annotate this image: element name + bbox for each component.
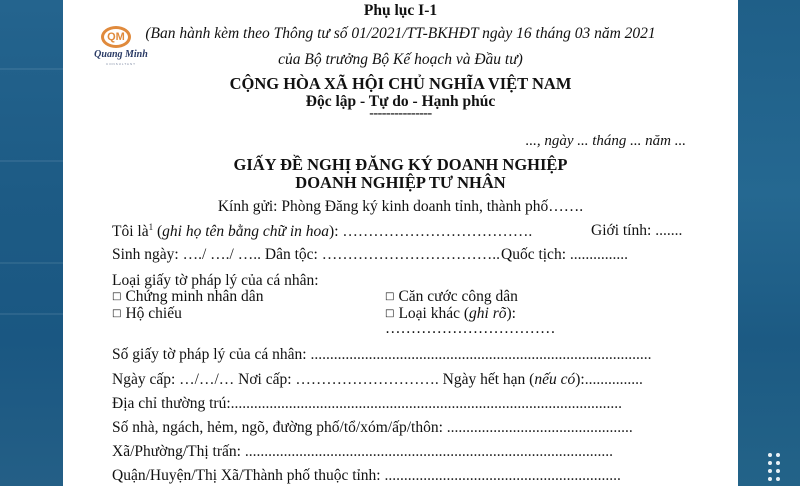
id-type-label: Loại giấy tờ pháp lý của cá nhân: <box>112 272 319 289</box>
district-blank[interactable]: ............................................................. <box>380 467 621 484</box>
district-label: Quận/Huyện/Thị Xã/Thành phố thuộc tỉnh: <box>112 467 381 484</box>
issued-note-line2: của Bộ trưởng Bộ Kế hoạch và Đầu tư) <box>278 51 523 68</box>
issue-date-blank[interactable]: …/…/… <box>175 371 235 388</box>
background-decoration <box>0 313 63 315</box>
street-label: Số nhà, ngách, hẻm, ngõ, đường phố/tổ/xóm/ấp/thôn: <box>112 419 443 436</box>
permanent-address-row <box>112 395 622 413</box>
issue-date-label: Ngày cấp: <box>112 371 176 388</box>
right-background-panel <box>738 0 800 486</box>
expiry-blank[interactable]: ............... <box>584 371 643 388</box>
header-divider: --------------- <box>369 106 432 121</box>
background-decoration <box>0 68 63 70</box>
checkbox-icon[interactable]: □ <box>385 291 395 302</box>
ethnicity-blank[interactable]: …………………………….. <box>317 246 500 263</box>
street-blank[interactable]: ................................................ <box>442 419 633 436</box>
background-decoration <box>0 160 63 162</box>
birthdate-blank[interactable]: …./ …./ ….. <box>178 246 261 263</box>
id-number-row <box>112 346 651 364</box>
option-citizen-id[interactable]: □ Căn cước công dân <box>385 288 518 305</box>
footnote-marker: 1 <box>148 222 154 232</box>
name-field-row: Tôi $là^1$ (ghi họ tên bằng chữ in hoa): ………………………………. <box>112 222 533 241</box>
issue-row: Ngày cấp: …/…/… Nơi cấp: ………………………. Ngày hết hạn (nếu có):............... <box>112 371 643 388</box>
checkbox-icon[interactable]: □ <box>112 308 122 319</box>
checkbox-icon[interactable]: □ <box>112 291 122 302</box>
id-number-label: Số giấy tờ pháp lý của cá nhân: <box>112 346 307 363</box>
logo-name: Quang Minh <box>94 49 148 60</box>
option-passport[interactable]: □ Hộ chiếu <box>112 305 182 322</box>
name-hint: ghi họ tên bằng chữ in hoa <box>162 223 330 241</box>
gender-blank[interactable]: ....... <box>651 222 683 239</box>
permanent-address-label: Địa chỉ thường trú: <box>112 395 231 412</box>
nation-title: CỘNG HÒA XÃ HỘI CHỦ NGHĨA VIỆT NAM <box>229 74 572 93</box>
logo-mark-icon: QM <box>101 26 131 48</box>
form-title: GIẤY ĐỀ NGHỊ ĐĂNG KÝ DOANH NGHIỆP <box>233 155 568 174</box>
name-blank[interactable]: ………………………………. <box>342 223 533 241</box>
birthdate-label: Sinh ngày: <box>112 246 179 263</box>
option-identity-card[interactable]: □ Chứng minh nhân dân <box>112 288 264 305</box>
district-row <box>112 467 621 485</box>
document-page <box>63 0 738 486</box>
form-subtitle: DOANH NGHIỆP TƯ NHÂN <box>295 173 506 192</box>
issue-place-blank[interactable]: ………………………. <box>291 371 439 388</box>
date-line: ..., ngày ... tháng ... năm ... <box>525 133 686 149</box>
nationality-label: Quốc tịch: <box>501 246 566 263</box>
checkbox-icon[interactable]: □ <box>385 308 395 319</box>
gender-field <box>591 222 682 240</box>
addressee-line: Kính gửi: Phòng Đăng ký kinh doanh tỉnh, thành phố……. <box>217 198 584 215</box>
background-decoration <box>0 262 63 264</box>
issued-note-line1: (Ban hành kèm theo Thông tư số 01/2021/TT-BKHĐT ngày 16 tháng 03 năm 2021 <box>145 25 656 42</box>
name-label: Tôi là <box>112 223 149 241</box>
id-number-blank[interactable]: ........................................................................................ <box>306 346 652 363</box>
birth-field-row <box>112 246 500 264</box>
appendix-heading: Phụ lục I-1 <box>363 2 438 19</box>
issue-place-label: Nơi cấp: <box>234 371 292 388</box>
ward-blank[interactable]: ............................................................................................... <box>240 443 613 460</box>
gender-label: Giới tính: <box>591 222 652 239</box>
national-motto: Độc lập - Tự do - Hạnh phúc <box>305 93 496 110</box>
permanent-address-blank[interactable]: ..................................................................................................... <box>230 395 622 412</box>
other-id-blank[interactable]: …………………………… <box>385 320 556 337</box>
ethnicity-label: Dân tộc: <box>261 246 318 263</box>
nationality-blank[interactable]: ............... <box>566 246 628 263</box>
ward-row <box>112 443 613 461</box>
option-other[interactable]: □ Loại khác (ghi rõ): <box>385 305 516 322</box>
expiry-label: Ngày hết hạn ( <box>438 371 535 388</box>
logo-subtitle: CONSULTANT <box>106 62 136 66</box>
nationality-field <box>501 246 628 264</box>
left-background-panel <box>0 0 63 486</box>
street-row <box>112 419 633 437</box>
ward-label: Xã/Phường/Thị trấn: <box>112 443 241 460</box>
